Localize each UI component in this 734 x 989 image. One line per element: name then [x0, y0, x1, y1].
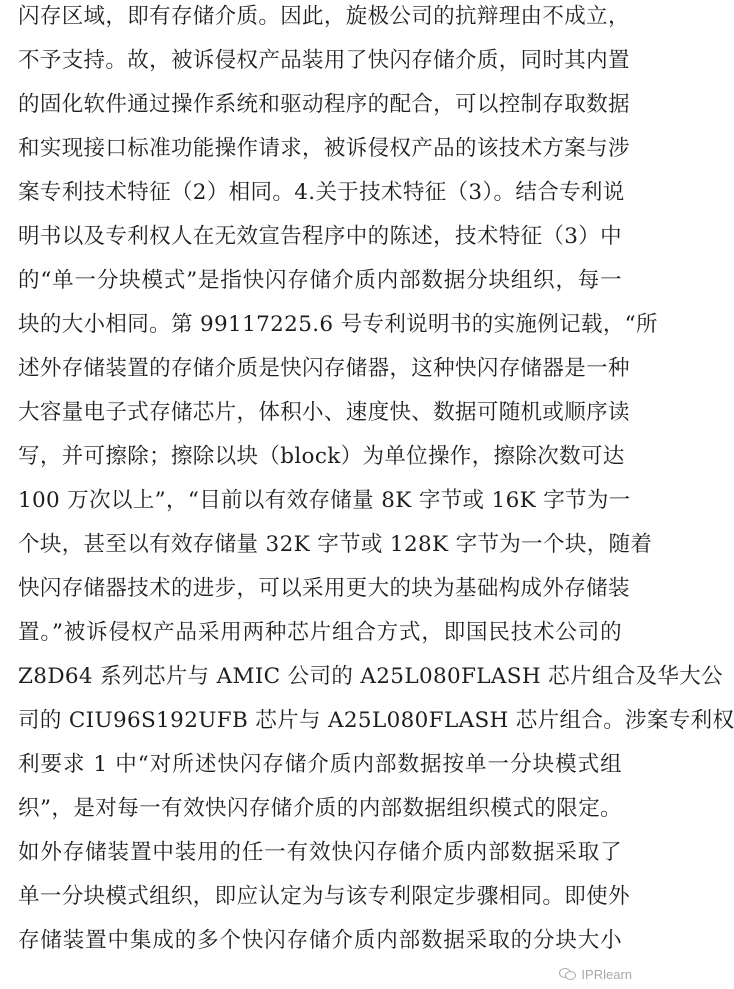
text-line: 100 万次以上”，“目前以有效存储量 8K 字节或 16K 字节为一 — [18, 488, 631, 513]
watermark — [559, 963, 632, 985]
text-line: 块的大小相同。第 99117225.6 号专利说明书的实施例记载，“所 — [18, 312, 658, 337]
text-line: 利要求 1 中“对所述快闪存储介质内部数据按单一分块模式组 — [18, 752, 622, 777]
watermark-text: IPRlearn — [581, 966, 632, 982]
text-line: 大容量电子式存储芯片，体积小、速度快、数据可随机或顺序读 — [18, 400, 630, 425]
text-line: 司的 CIU96S192UFB 芯片与 A25L080FLASH 芯片组合。涉案专利权 — [18, 708, 734, 733]
text-line: 述外存储装置的存储介质是快闪存储器，这种快闪存储器是一种 — [18, 356, 630, 381]
text-line: 单一分块模式组织，即应认定为与该专利限定步骤相同。即使外 — [18, 884, 630, 909]
text-line: 和实现接口标准功能操作请求，被诉侵权产品的该技术方案与涉 — [18, 136, 630, 161]
text-line: 案专利技术特征（2）相同。4.关于技术特征（3）。结合专利说 — [18, 180, 625, 205]
wechat-icon — [559, 967, 577, 981]
text-line: 明书以及专利权人在无效宣告程序中的陈述，技术特征（3）中 — [18, 224, 622, 249]
text-line: 置。”被诉侵权产品采用两种芯片组合方式，即国民技术公司的 — [18, 620, 622, 645]
text-line: 快闪存储器技术的进步，可以采用更大的块为基础构成外存储装 — [18, 576, 630, 601]
text-line: 闪存区域，即有存储介质。因此，旋极公司的抗辩理由不成立， — [18, 4, 630, 29]
text-line: 不予支持。故，被诉侵权产品装用了快闪存储介质，同时其内置 — [18, 48, 630, 73]
text-line: 如外存储装置中装用的任一有效快闪存储介质内部数据采取了 — [18, 840, 622, 865]
text-line: 织”，是对每一有效快闪存储介质的内部数据组织模式的限定。 — [18, 796, 622, 821]
text-line: Z8D64 系列芯片与 AMIC 公司的 A25L080FLASH 芯片组合及华大公 — [18, 664, 723, 689]
text-line: 的固化软件通过操作系统和驱动程序的配合，可以控制存取数据 — [18, 92, 630, 117]
text-line: 写，并可擦除；擦除以块（block）为单位操作，擦除次数可达 — [18, 444, 625, 469]
text-line: 存储装置中集成的多个快闪存储介质内部数据采取的分块大小 — [18, 928, 622, 953]
text-line: 个块，甚至以有效存储量 32K 字节或 128K 字节为一个块，随着 — [18, 532, 653, 557]
text-line: 的“单一分块模式”是指快闪存储介质内部数据分块组织，每一 — [18, 268, 622, 293]
